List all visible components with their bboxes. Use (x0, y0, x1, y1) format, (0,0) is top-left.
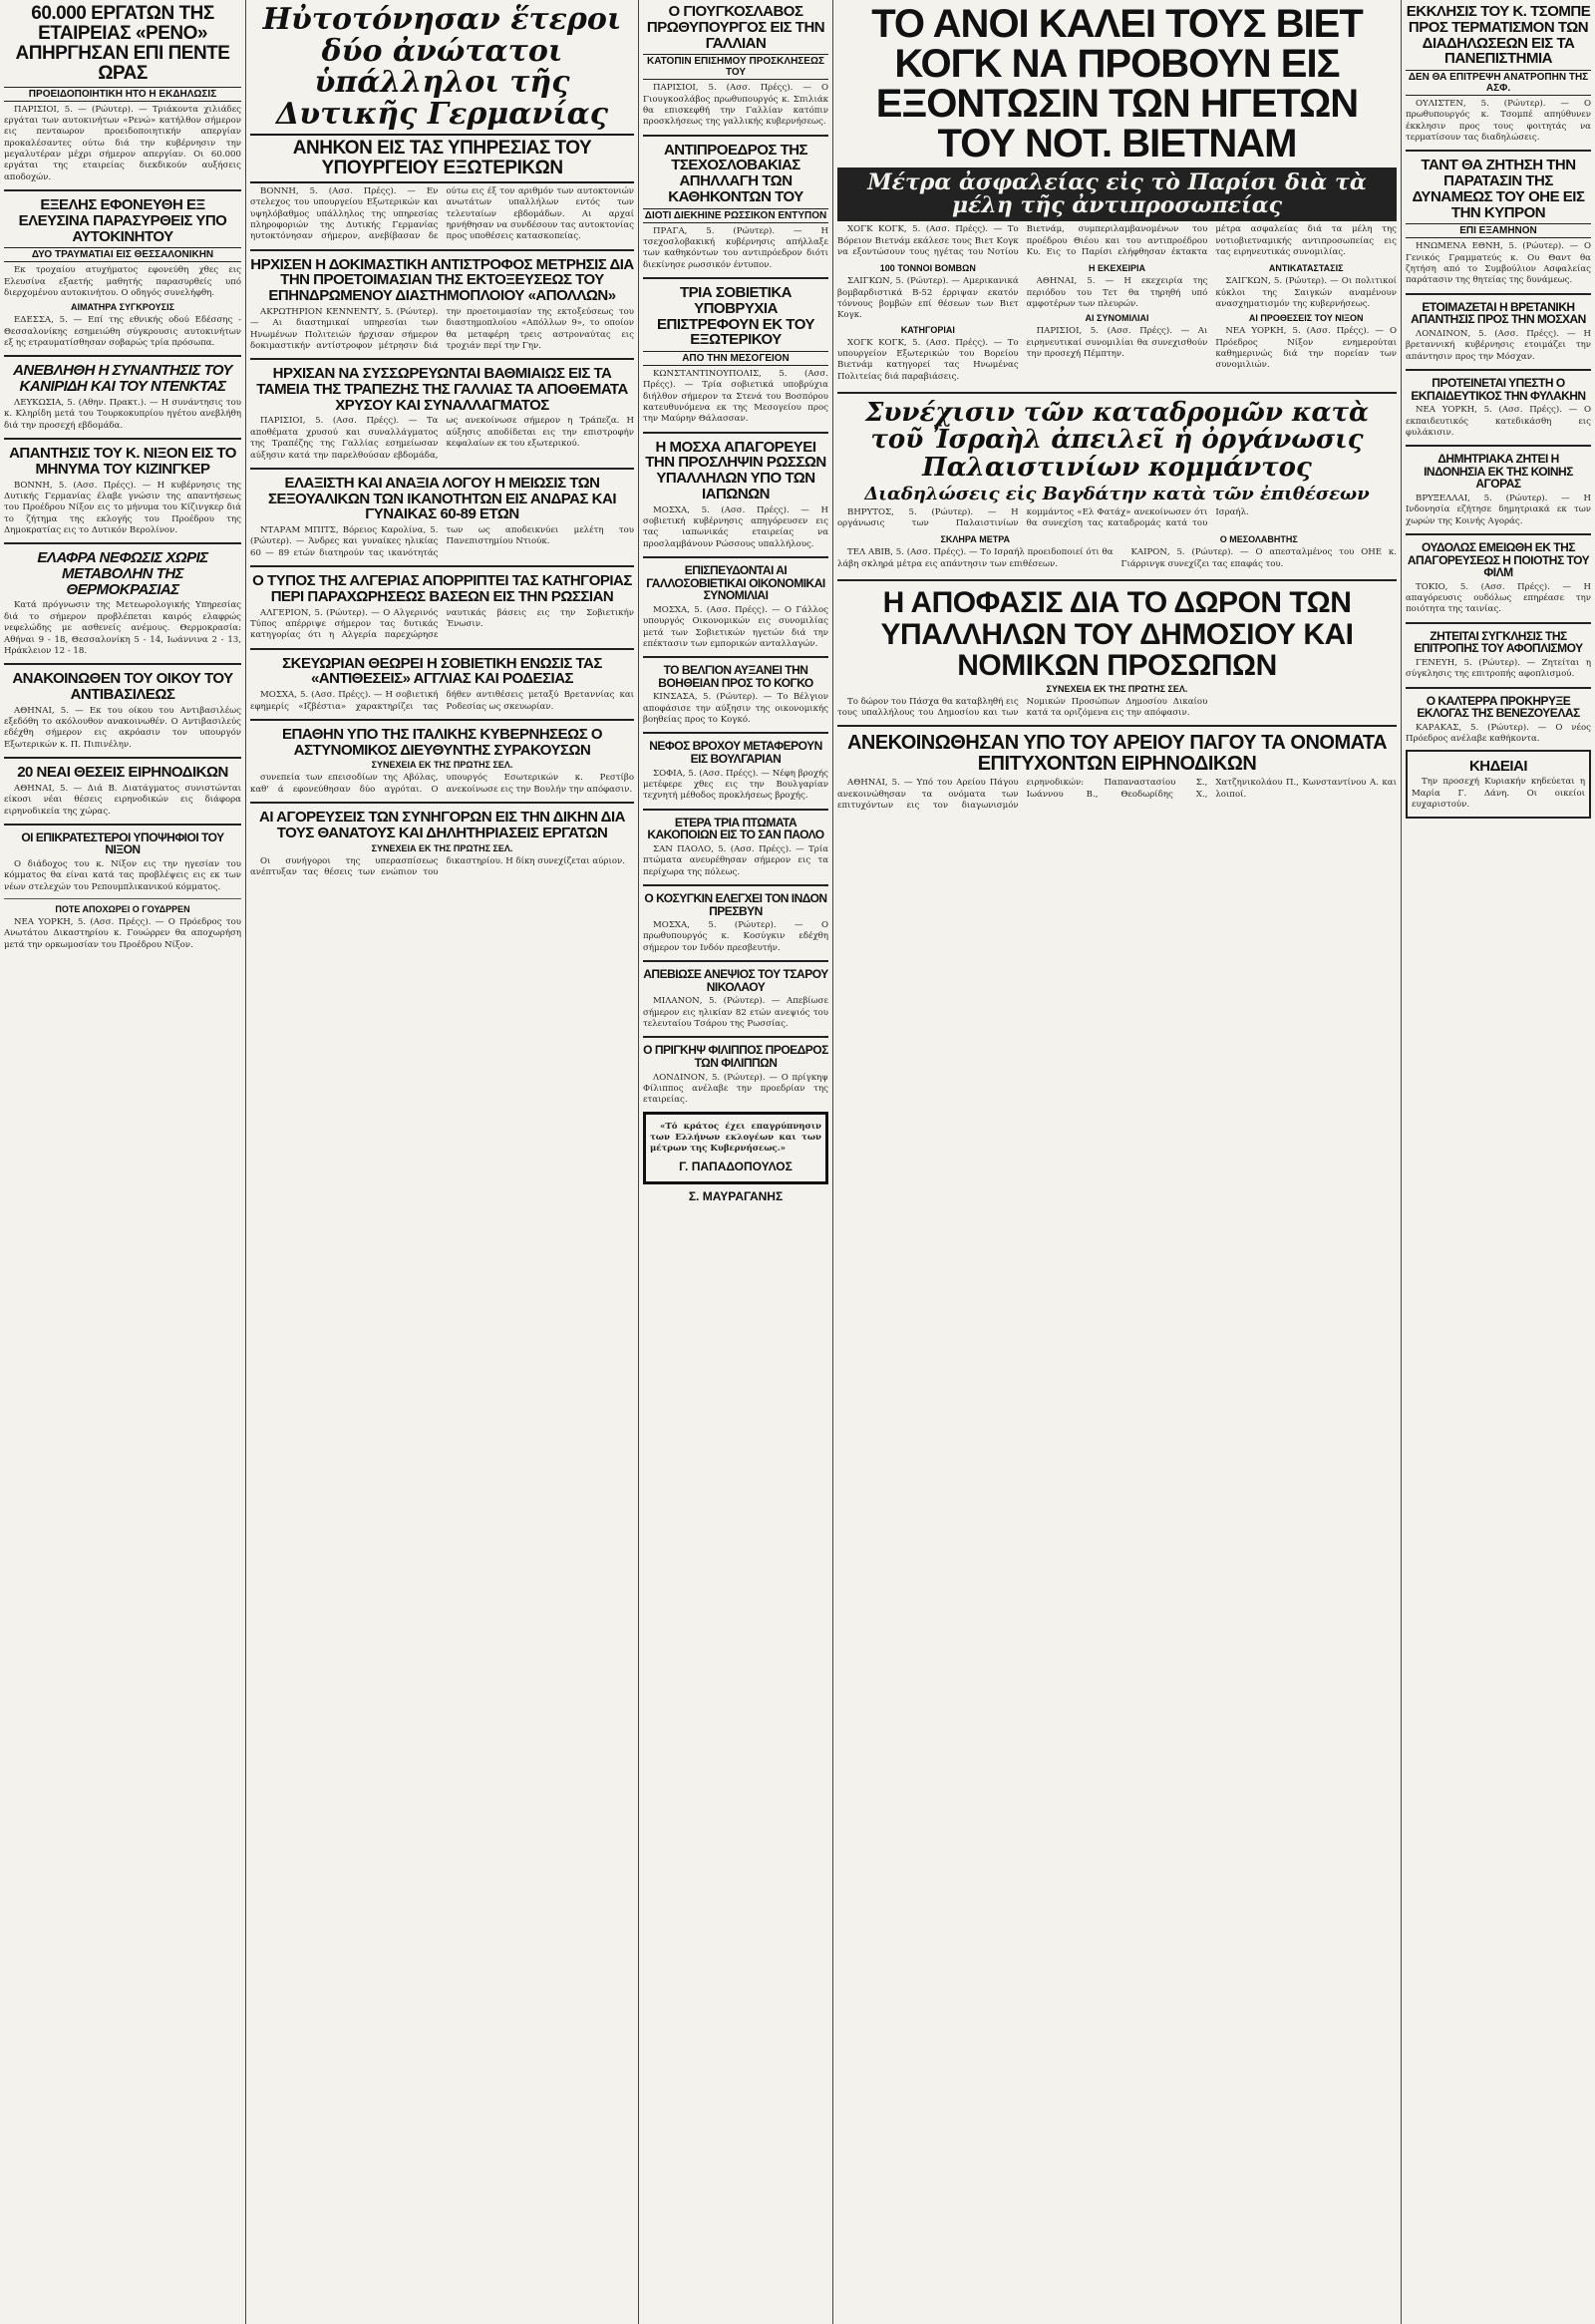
headline: ΑΝΕΚΟΙΝΩΘΗΣΑΝ ΥΠΟ ΤΟΥ ΑΡΕΙΟΥ ΠΑΓΟΥ ΤΑ ΟΝΟΜΑΤΑ ΕΠΙΤΥΧΟΝΤΩΝ ΕΙΡΗΝΟΔΙΚΩΝ (846, 732, 1388, 776)
headline: ΑΙ ΠΡΟΘΕΣΕΙΣ ΤΟΥ ΝΙΞΟΝ (1248, 313, 1364, 324)
story-column (1027, 261, 1208, 386)
divider (643, 960, 828, 962)
headline: ΑΙΜΑΤΗΡΑ ΣΥΓΚΡΟΥΣΙΣ (71, 302, 174, 313)
headline: ΕΠΑΘΗΝ ΥΠΟ ΤΗΣ ΙΤΑΛΙΚΗΣ ΚΥΒΕΡΝΗΣΕΩΣ Ο ΑΣΤΥΝΟΜΙΚΟΣ ΔΙΕΥΘΥΝΤΗΣ ΣΥΡΑΚΟΥΣΩΝ (281, 725, 603, 759)
headline: 60.000 ΕΡΓΑΤΩΝ ΤΗΣ ΕΤΑΙΡΕΙΑΣ «ΡΕΝΟ» ΑΠΗΡΓΗΣΑΝ ΕΠΙ ΠΕΝΤΕ ΩΡΑΣ (15, 3, 230, 84)
article-body: Κατά πρόγνωσιν της Μετεωρολογικής Υπηρεσίας διά το σήμερον προβλέπεται καιρός ελαφρώς νεφελώδης με ασθενείς ανέμους. Θερμοκρασία: Αθήναι 9 - 18, Θεσσαλονίκη 5 - 14, Ιωάννινα 2 - 13, Ηράκλειον 12 - 18. (4, 600, 241, 656)
headline: Ηὐτοτόνησαν ἕτεροι δύο ἀνώτατοι ὑπάλληλοι τῆς Δυτικῆς Γερμανίας (262, 2, 622, 132)
headline: ΑΝΤΙΠΡΟΕΔΡΟΣ ΤΗΣ ΤΣΕΧΟΣΛΟΒΑΚΙΑΣ ΑΠΗΛΛΑΓΗ ΤΩΝ ΚΑΘΗΚΟΝΤΩΝ ΤΟΥ (663, 141, 808, 205)
subheadline: ΑΝΗΚΟΝ ΕΙΣ ΤΑΣ ΥΠΗΡΕΣΙΑΣ ΤΟΥ ΥΠΟΥΡΓΕΙΟΥ ΕΞΩΤΕΡΙΚΩΝ (250, 134, 634, 183)
divider (837, 579, 1397, 581)
divider (643, 732, 828, 734)
obituaries-body: Την προσεχή Κυριακήν κηδεύεται η Μαρία Γ. Δάνη. Οι οικείοι ευχαριστούν. (1412, 777, 1585, 810)
story-column (837, 532, 1114, 573)
notice-text: «Τό κράτος έχει επαγρύπνησιν των Ελλήνων εκλογέων και των μέτρων της Κυβερνήσεως.» (650, 1121, 821, 1155)
subheadline: ΔΙΟΤΙ ΔΙΕΚΗΙΝΕ ΡΩΣΣΙΚΟΝ ΕΝΤΥΠΟΝ (644, 209, 827, 221)
article-body: ΝΕΑ ΥΟΡΚΗ, 5. (Ασσ. Πρέςς). — Ο Πρόεδρος του Ανωτάτου Δικαστηρίου κ. Γουώρρεν θα αποχωρήση μετά την ορκωμοσίαν του Προέδρου Νίξον. (4, 917, 241, 950)
divider (250, 468, 634, 470)
divider (4, 189, 241, 191)
divider (643, 884, 828, 886)
headline: ΑΙ ΣΥΝΟΜΙΛΙΑΙ (1085, 313, 1149, 324)
divider (643, 809, 828, 811)
divider (643, 135, 828, 137)
article-body: ΕΔΕΣΣΑ, 5. — Επί της εθνικής οδού Εδέσσης - Θεσσαλονίκης εσημειώθη σύγκρουσις αυτοκινήτων εξ ης ετραυματίσθησαν σοβαρώς τρία πρόσωπα. (4, 315, 241, 349)
headline: ΠΡΟΤΕΙΝΕΤΑΙ ΥΠΕΣΤΗ Ο ΕΚΠΑΙΔΕΥΤΙΚΟΣ ΤΗΝ ΦΥΛΑΚΗΝ (1411, 375, 1586, 403)
column-3 (639, 0, 832, 2324)
column-4 (833, 0, 1401, 2324)
divider (1406, 533, 1591, 535)
subheadline: ΑΠΟ ΤΗΝ ΜΕΣΟΓΕΙΟΝ (643, 351, 828, 366)
divider (4, 663, 241, 665)
article-body: ΟΥΛΙΣΤΕΝ, 5. (Ρώυτερ). — Ο πρωθυπουργός κ. Τσομπέ απηύθυνεν έκκλησιν προς τους φοιτητάς να τερματίσουν τας διαδηλώσεις. (1406, 99, 1591, 144)
headline: ΚΑΤΗΓΟΡΙΑΙ (900, 324, 955, 335)
article-body: ΤΕΛ ΑΒΙΒ, 5. (Ασσ. Πρέςς). — Το Ισραήλ προειδοποιεί ότι θα λάβη σκληρά μέτρα εις απάντησιν των επιθέσεων. (837, 547, 1114, 569)
headline: ΗΡΧΙΣΕΝ Η ΔΟΚΙΜΑΣΤΙΚΗ ΑΝΤΙΣΤΡΟΦΟΣ ΜΕΤΡΗΣΙΣ ΔΙΑ ΤΗΝ ΠΡΟΕΤΟΙΜΑΣΙΑΝ ΤΗΣ ΕΚΤΟΞΕΥΣΕΩΣ ΤΟΥ ΕΠΗΝΔΡΩΜΕΝΟΥ ΔΙΑΣΤΗΜΟΠΛΟΙΟΥ «ΑΠΟΛΛΩΝ» (250, 255, 634, 305)
divider (1406, 293, 1591, 295)
subheadline: Διαδηλώσεις εἰς Βαγδάτην κατὰ τῶν ἐπιθέσεων (864, 483, 1370, 504)
headline: ΟΥΔΟΛΩΣ ΕΜΕΙΩΘΗ ΕΚ ΤΗΣ ΑΠΑΓΟΡΕΥΣΕΩΣ Η ΠΟΙΟΤΗΣ ΤΟΥ ΦΙΛΜ (1407, 540, 1590, 580)
article-body: ΣΑΙΓΚΩΝ, 5. (Ρώυτερ). — Οι πολιτικοί κύκλοι της Σαιγκών αναμένουν ανασχηματισμόν της κυβερνήσεως. (1215, 276, 1398, 309)
subheadline: ΠΡΟΕΙΔΟΠΟΙΗΤΙΚΗ ΗΤΟ Η ΕΚΔΗΛΩΣΙΣ (4, 87, 241, 102)
article-body: ΑΘΗΝΑΙ, 5. — Εκ του οίκου του Αντιβασιλέως εξεδόθη το ακόλουθον ανακοινωθέν. Ο Αντιβασιλεύς εδέχθη σήμερον εις ακρόασιν τον υπουργόν Εξωτερικών κ. Π. Πιπινέλην. (4, 705, 241, 750)
story-column (1121, 532, 1398, 573)
divider (4, 438, 241, 440)
article-body: ΒΗΡΥΤΟΣ, 5. (Ρώυτερ). — Η οργάνωσις των Παλαιστινίων κομμάντος «Ελ Φατάχ» ανεκοίνωσεν ότι θα συνεχίση τας καταδρομάς κατά του Ισραήλ. (837, 506, 1249, 529)
article-body: ΑΘΗΝΑΙ, 5. — Διά Β. Διατάγματος συνιστώνται είκοσι νέαι θέσεις ειρηνοδικών εις διάφορα ειρηνοδικεία της χώρας. (4, 783, 241, 817)
divider (250, 358, 634, 360)
column-2 (246, 0, 638, 2324)
divider (643, 1036, 828, 1038)
divider (250, 719, 634, 721)
headline: ΕΠΙΣΠΕΥΔΟΝΤΑΙ ΑΙ ΓΑΛΛΟΣΟΒΙΕΤΙΚΑΙ ΟΙΚΟΝΟΜΙΚΑΙ ΣΥΝΟΜΙΛΙΑΙ (646, 563, 825, 603)
article-body: ΤΟΚΙΟ, 5. (Ασσ. Πρέςς). — Η απαγόρευσις ουδόλως επηρέασε την ποιότητα της ταινίας. (1406, 581, 1591, 615)
article-body: ΓΕΝΕΥΗ, 5. (Ρώυτερ). — Ζητείται η σύγκλησις της επιτροπής αφοπλισμού. (1406, 658, 1591, 680)
obituaries-title: ΚΗΔΕΙΑΙ (1468, 757, 1528, 775)
divider (4, 542, 241, 544)
headline: ΣΚΕΥΩΡΙΑΝ ΘΕΩΡΕΙ Η ΣΟΒΙΕΤΙΚΗ ΕΝΩΣΙΣ ΤΑΣ «ΑΝΤΙΘΕΣΕΙΣ» ΑΓΓΛΙΑΣ ΚΑΙ ΡΟΔΕΣΙΑΣ (282, 654, 602, 688)
article-body: ΠΑΡΙΣΙΟΙ, 5. — (Ρώυτερ). — Τριάκοντα χιλιάδες εργάται των αυτοκινήτων «Ρενώ» κατήλθον σήμερον εις πενταωρον προειδοποιητικήν απεργίαν προκαλέσαντες ούτω διά την κυβέρνησιν την μεγαλυτέραν μέχρι σήμερον απεργίαν. Οι 60.000 εργάται της εταιρείας διεκδικούν αυξήσεις αποδοχών. (4, 104, 241, 182)
article-body: ΑΛΓΕΡΙΟΝ, 5. (Ρώυτερ). — Ο Αλγερινός Τύπος απέρριψε σήμερον τας δυτικάς κατηγορίας ότι η Αλγερία παρεχώρησε ναυτικάς βάσεις εις την Σοβιετικήν Ένωσιν. (250, 607, 634, 641)
article-body: ΧΟΓΚ ΚΟΓΚ, 5. (Ασσ. Πρέςς). — Το Βόρειον Βιετνάμ εκάλεσε τους Βιετ Κογκ να εξοντώσουν τους ηγέτας του Νοτίου Βιετνάμ, συμπεριλαμβανομένων του προέδρου Θιέου και του αντιπροέδρου Κυ. Εις το Παρίσι ελήφθησαν έκτακτα μέτρα ασφαλείας διά τα μέλη της νοτιοβιετναμικής αντιπροσωπείας εις τας ειρηνευτικάς συνομιλίας. (837, 224, 1397, 257)
divider (1406, 622, 1591, 624)
divider (4, 898, 241, 899)
divider (1406, 150, 1591, 152)
author-signature: Σ. ΜΑΥΡΑΓΑΝΗΣ (688, 1188, 784, 1203)
article-body: ΣΟΦΙΑ, 5. (Ασσ. Πρέςς). — Νέφη βροχής μετέφερε χθες εις την Βουλγαρίαν τεχνητή μέθοδος προκλήσεως βροχής. (643, 768, 828, 802)
article-body: ΝΕΑ ΥΟΡΚΗ, 5. (Ασσ. Πρέςς). — Ο εκπαιδευτικός κατεδικάσθη εις φυλάκισιν. (1406, 405, 1591, 438)
subheadline: ΔΕΝ ΘΑ ΕΠΙΤΡΕΨΗ ΑΝΑΤΡΟΠΗΝ ΤΗΣ ΑΣΦ. (1406, 70, 1591, 96)
story-grid (837, 261, 1397, 386)
article-body: ΚΩΝΣΤΑΝΤΙΝΟΥΠΟΛΙΣ, 5. (Ασσ. Πρέςς). — Τρία σοβιετικά υποβρύχια διήλθον σήμερον τα Στενά του Βοσπόρου κατευθυνόμενα εκ της Μεσογείου προς την Μαύρην Θάλασσαν. (643, 369, 828, 425)
article-body: ΜΟΣΧΑ, 5. (Ασσ. Πρέςς). — Ο Γάλλος υπουργός Οικονομικών εις συνομιλίας μετά των Σοβιετικών ηγετών διά την επέκτασιν των εμπορικών ανταλλαγών. (643, 604, 828, 649)
headline: Ο ΚΟΣΥΓΚΙΝ ΕΛΕΓΧΕΙ ΤΟΝ ΙΝΔΟΝ ΠΡΕΣΒΥΝ (644, 890, 827, 918)
article-body: ΧΟΓΚ ΚΟΓΚ, 5. (Ασσ. Πρέςς). — Το υπουργείον Εξωτερικών του Βορείου Βιετνάμ κατηγορεί τας Ηνωμένας Πολιτείας διά παραβιάσεις. (837, 337, 1019, 382)
article-body: ΚΑΡΑΚΑΣ, 5. (Ρώυτερ). — Ο νέος Πρόεδρος ανέλαβε καθήκοντα. (1406, 722, 1591, 745)
divider (837, 392, 1397, 394)
divider (643, 432, 828, 434)
headline: ΝΕΦΟΣ ΒΡΟΧΟΥ ΜΕΤΑΦΕΡΟΥΝ ΕΙΣ ΒΟΥΛΓΑΡΙΑΝ (649, 739, 822, 767)
headline: ΑΝΕΒΛΗΘΗ Η ΣΥΝΑΝΤΗΣΙΣ ΤΟΥ ΚΑΝΙΡΙΔΗ ΚΑΙ ΤΟΥ ΝΤΕΝΚΤΑΣ (13, 362, 232, 396)
article-body: ΛΕΥΚΩΣΙΑ, 5. (Αθην. Πρακτ.). — Η συνάντησις του κ. Κληρίδη μετά του Τουρκοκυπρίου ηγέτου ανεβλήθη διά την προσεχή εβδομάδα. (4, 397, 241, 431)
article-body: ΗΝΩΜΕΝΑ ΕΘΝΗ, 5. (Ρώυτερ). — Ο Γενικός Γραμματεύς κ. Ου Θαντ θα ζητήση από το Συμβούλιον Ασφαλείας παράτασιν της θητείας της δυνάμεως. (1406, 241, 1591, 286)
divider (250, 565, 634, 567)
headline: ΠΟΤΕ ΑΠΟΧΩΡΕΙ Ο ΓΟΥΔΡΡΕΝ (55, 904, 190, 915)
article-body: ΜΟΣΧΑ, 5. (Ασσ. Πρέςς). — Η σοβιετική κυβέρνησις απηγόρευσεν εις τας ιαπωνικάς εταιρείας να προσλαμβάνουν Ρώσσους υπαλλήλους. (643, 504, 828, 549)
headline: ΣΚΛΗΡΑ ΜΕΤΡΑ (940, 534, 1011, 545)
divider (1406, 369, 1591, 371)
article-body: ΠΡΑΓΑ, 5. (Ρώυτερ). — Η τσεχοσλοβακική κυβέρνησις απήλλαξε των καθηκόντων του αντιπρόεδρον διότι διεκίνησε ρωσσικόν έντυπον. (643, 225, 828, 270)
headline: Ο ΚΑΛΤΕΡΡΑ ΠΡΟΚΗΡΥΞΕ ΕΚΛΟΓΑΣ ΤΗΣ ΒΕΝΕΖΟΥΕΛΑΣ (1417, 693, 1580, 721)
headline: ΗΡΧΙΣΑΝ ΝΑ ΣΥΣΣΩΡΕΥΩΝΤΑΙ ΒΑΘΜΙΑΙΩΣ ΕΙΣ ΤΑ ΤΑΜΕΙΑ ΤΗΣ ΤΡΑΠΕΖΗΣ ΤΗΣ ΓΑΛΛΙΑΣ ΤΑ ΑΠΟΘΕΜΑΤΑ ΧΡΥΣΟΥ ΚΑΙ ΣΥΝΑΛΛΑΓΜΑΤΟΣ (256, 365, 628, 414)
headline: Η ΕΚΕΧΕΙΡΙΑ (1089, 263, 1146, 274)
story-column (1215, 261, 1397, 386)
divider (643, 556, 828, 558)
notice-signature: Γ. ΠΑΠΑΔΟΠΟΥΛΟΣ (679, 1159, 793, 1173)
article-body: ΑΚΡΩΤΗΡΙΟΝ ΚΕΝΝΕΝΤΥ, 5. (Ρώυτερ). — Αι διαστημικαί υπηρεσίαι των Ηνωμένων Πολιτειών ήρχισαν σήμερον δοκιμαστικήν αντίστροφον μέτρησιν διά την προετοιμασίαν της εκτοξεύσεως του διαστημοπλοίου «Απόλλων 9», το οποίον θα μεταφέρη τρεις αστροναύτας εις τροχιάν περί την Γην. (250, 306, 634, 351)
headline: ΤΡΙΑ ΣΟΒΙΕΤΙΚΑ ΥΠΟΒΡΥΧΙΑ ΕΠΙΣΤΡΕΦΟΥΝ ΕΚ ΤΟΥ ΕΞΩΤΕΡΙΚΟΥ (657, 284, 814, 349)
headline: ΑΠΕΒΙΩΣΕ ΑΝΕΨΙΟΣ ΤΟΥ ΤΣΑΡΟΥ ΝΙΚΟΛΑΟΥ (643, 967, 828, 994)
headline: ΕΚΚΛΗΣΙΣ ΤΟΥ Κ. ΤΣΟΜΠΕ ΠΡΟΣ ΤΕΡΜΑΤΙΣΜΟΝ ΤΩΝ ΔΙΑΔΗΛΩΣΕΩΝ ΕΙΣ ΤΑ ΠΑΝΕΠΙΣΤΗΜΙΑ (1406, 3, 1591, 68)
continuation-label: ΣΥΝΕΧΕΙΑ ΕΚ ΤΗΣ ΠΡΩΤΗΣ ΣΕΛ. (1046, 683, 1188, 694)
main-headline: ΤΟ ΑΝΟΙ ΚΑΛΕΙ ΤΟΥΣ ΒΙΕΤ ΚΟΓΚ ΝΑ ΠΡΟΒΟΥΝ ΕΙΣ ΕΞΟΝΤΩΣΙΝ ΤΩΝ ΗΓΕΤΩΝ ΤΟΥ ΝΟΤ. ΒΙΕΤΝΑΜ (871, 2, 1363, 166)
article-body: ΠΑΡΙΣΙΟΙ, 5. (Ασσ. Πρέςς). — Ο Γιουγκοσλάβος πρωθυπουργός κ. Σπιλιάκ θα επισκεφθή την Γαλλίαν κατόπιν προσκλήσεως της γαλλικής κυβερνήσεως. (643, 83, 828, 128)
notice-box (643, 1112, 828, 1184)
headline: Ο ΓΙΟΥΓΚΟΣΛΑΒΟΣ ΠΡΩΘΥΠΟΥΡΓΟΣ ΕΙΣ ΤΗΝ ΓΑΛΛΙΑΝ (646, 3, 825, 52)
article-body: ΛΟΝΔΙΝΟΝ, 5. (Ασσ. Πρέςς). — Η βρεταννική κυβέρνησις ετοιμάζει την απάντησιν προς την Μόσχαν. (1406, 328, 1591, 362)
article-body: Το δώρον του Πάσχα θα καταβληθή εις τους υπαλλήλους του Δημοσίου και των Νομικών Προσώπων Δημοσίου Δικαίου κατά τα οριζόμενα εις την απόφασιν. (837, 696, 1208, 718)
headline: 20 ΝΕΑΙ ΘΕΣΕΙΣ ΕΙΡΗΝΟΔΙΚΩΝ (17, 764, 228, 782)
headline: ΖΗΤΕΙΤΑΙ ΣΥΓΚΛΗΣΙΣ ΤΗΣ ΕΠΙΤΡΟΠΗΣ ΤΟΥ ΑΦΟΠΛΙΣΜΟΥ (1414, 628, 1583, 656)
article-body: ΜΟΣΧΑ, 5. (Ρώυτερ). — Ο πρωθυπουργός κ. Κοσύγκιν εδέχθη σήμερον τον Ινδόν πρεσβευτήν. (643, 920, 828, 953)
subheadline: ΔΥΟ ΤΡΑΥΜΑΤΙΑΙ ΕΙΣ ΘΕΣΣΑΛΟΝΙΚΗΝ (4, 247, 241, 262)
headline: ΟΙ ΕΠΙΚΡΑΤΕΣΤΕΡΟΙ ΥΠΟΨΗΦΙΟΙ ΤΟΥ ΝΙΞΟΝ (21, 830, 224, 857)
headline: ΕΛΑΦΡΑ ΝΕΦΩΣΙΣ ΧΩΡΙΣ ΜΕΤΑΒΟΛΗΝ ΤΗΣ ΘΕΡΜΟΚΡΑΣΙΑΣ (37, 549, 208, 598)
divider (643, 656, 828, 658)
story-column (837, 261, 1019, 386)
headline: ΤΟ ΒΕΛΓΙΟΝ ΑΥΞΑΝΕΙ ΤΗΝ ΒΟΗΘΕΙΑΝ ΠΡΟΣ ΤΟ ΚΟΓΚΟ (658, 663, 813, 690)
headline: ΔΗΜΗΤΡΙΑΚΑ ΖΗΤΕΙ Η ΙΝΔΟΝΗΣΙΑ ΕΚ ΤΗΣ ΚΟΙΝΗΣ ΑΓΟΡΑΣ (1424, 452, 1573, 492)
article-body: ΑΘΗΝΑΙ, 5. — Υπό του Αρείου Πάγου ανεκοινώθησαν τα ονόματα των επιτυχόντων εις τον διαγωνισμόν ειρηνοδικών: Παπαναστασίου Σ., Ιωάννου Β., Θεοδωρίδης Χ., Χατζηνικολάου Π., Κωνσταντίνου Α. και λοιποί. (837, 778, 1397, 811)
headline: ΕΤΕΡΑ ΤΡΙΑ ΠΤΩΜΑΤΑ ΚΑΚΟΠΟΙΩΝ ΕΙΣ ΤΟ ΣΑΝ ΠΑΟΛΟ (647, 815, 824, 842)
divider (250, 802, 634, 804)
continuation-label: ΣΥΝΕΧΕΙΑ ΕΚ ΤΗΣ ΠΡΩΤΗΣ ΣΕΛ. (371, 760, 513, 771)
divider (250, 249, 634, 251)
divider (837, 725, 1397, 727)
article-body: ΜΙΛΑΝΟΝ, 5. (Ρώυτερ). — Απεβίωσε σήμερον εις ηλικίαν 82 ετών ανεψιός του τελευταίου Τσάρου της Ρωσσίας. (643, 996, 828, 1029)
article-body: ΠΑΡΙΣΙΟΙ, 5. (Ασσ. Πρέςς). — Αι ειρηνευτικαί συνομιλίαι θα συνεχισθούν την προσεχή Πέμπτην. (1026, 326, 1208, 359)
article-body: ΝΤΑΡΑΜ ΜΠΙΤΣ, Βόρειος Καρολίνα, 5. (Ρώυτερ). — Άνδρες και γυναίκες ηλικίας 60 — 89 ετών διατηρούν τας ικανότητάς των ως αποδεικνύει μελέτη του Πανεπιστημίου Ντιούκ. (250, 525, 634, 558)
headline: ΕΤΟΙΜΑΖΕΤΑΙ Η ΒΡΕΤΑΝΙΚΗ ΑΠΑΝΤΗΣΙΣ ΠΡΟΣ ΤΗΝ ΜΟΣΧΑΝ (1411, 299, 1586, 327)
article-body: Εκ τροχαίου ατυχήματος εφονεύθη χθες εις Ελευσίνα εξαετής μαθητής παρασυρθείς υπό διερχομένου αυτοκινήτου. Ο οδηγός συνελήφθη. (4, 265, 241, 299)
article-body: ΠΑΡΙΣΙΟΙ, 5. (Ασσ. Πρέςς). — Τα αποθέματα χρυσού και συναλλάγματος της Τραπέζης της Γαλλίας εσημείωσαν αύξησιν κατά την παρελθούσαν εβδομάδα, ως ανεκοίνωσε σήμερον η Τράπεζα. Η αύξησις αποδίδεται εις την επιστροφήν κεφαλαίων εκ του εξωτερικού. (250, 416, 634, 461)
obituaries-box (1406, 750, 1591, 820)
divider (4, 355, 241, 357)
divider (4, 824, 241, 826)
headline: ΕΞΕΛΗΣ ΕΦΟΝΕΥΘΗ ΕΞ ΕΛΕΥΣΙΝΑ ΠΑΡΑΣΥΡΘΕΙΣ ΥΠΟ ΑΥΤΟΚΙΝΗΤΟΥ (18, 196, 227, 245)
column-1 (0, 0, 245, 2324)
divider (1406, 687, 1591, 689)
article-body: ΒΟΝΝΗ, 5. (Ασσ. Πρέςς). — Η κυβέρνησις της Δυτικής Γερμανίας έλαβε γνώσιν της απαντήσεως του Προέδρου Νίξον εις το μήνυμα του Κίζινγκερ διά το ζήτημα της εκλογής του Προέδρου της Δημοκρατίας εις το Δυτικόν Βερολίνον. (4, 480, 241, 535)
headline: ΤΑΝΤ ΘΑ ΖΗΤΗΣΗ ΤΗΝ ΠΑΡΑΤΑΣΙΝ ΤΗΣ ΔΥΝΑΜΕΩΣ ΤΟΥ ΟΗΕ ΕΙΣ ΤΗΝ ΚΥΠΡΟΝ (1412, 157, 1585, 221)
article-body: ΚΙΝΣΑΣΑ, 5. (Ρώυτερ). — Το Βέλγιον αποφάσισε την αύξησιν της οικονομικής βοηθείας προς το Κογκό. (643, 692, 828, 726)
headline: Συνέχισιν τῶν καταδρομῶν κατὰ τοῦ Ἰσραὴλ ἀπειλεῖ ἡ ὀργάνωσις Παλαιστινίων κομμάντος (865, 397, 1369, 483)
headline: ΕΛΑΞΙΣΤΗ ΚΑΙ ΑΝΑΞΙΑ ΛΟΓΟΥ Η ΜΕΙΩΣΙΣ ΤΩΝ ΣΕΞΟΥΑΛΙΚΩΝ ΤΩΝ ΙΚΑΝΟΤΗΤΩΝ ΕΙΣ ΑΝΔΡΑΣ ΚΑΙ ΓΥΝΑΙΚΑΣ 60-89 ΕΤΩΝ (267, 474, 617, 523)
article-body: ΝΕΑ ΥΟΡΚΗ, 5. (Ασσ. Πρέςς). — Ο Πρόεδρος Νίξον ενημερούται καθημερινώς διά την πορείαν των συνομιλιών. (1215, 326, 1398, 371)
column-5 (1402, 0, 1595, 2324)
headline: Ο ΤΥΠΟΣ ΤΗΣ ΑΛΓΕΡΙΑΣ ΑΠΟΡΡΙΠΤΕΙ ΤΑΣ ΚΑΤΗΓΟΡΙΑΣ ΠΕΡΙ ΠΑΡΑΧΩΡΗΣΕΩΣ ΒΑΣΕΩΝ ΕΙΣ ΤΗΝ ΡΩΣΣΙΑΝ (252, 572, 632, 605)
continuation-label: ΣΥΝΕΧΕΙΑ ΕΚ ΤΗΣ ΠΡΩΤΗΣ ΣΕΛ. (371, 842, 513, 853)
divider (250, 648, 634, 650)
article-body: ΒΟΝΝΗ, 5. (Ασσ. Πρέςς). — Εν στελεχος του υπουργείου Εξωτερικών και υψηλόβαθμος υπάλληλος της υπηρεσίας πληροφοριών της Δυτικής Γερμανίας ηυτοκτόνησαν σήμερον, ανεβίβασαν δε ούτω εις έξ τον αριθμόν των αυτοκτονιών ανωτάτων υπαλλήλων εντός των τελευταίων εβδομάδων. Αι αρχαί ηρνήθησαν να συνδέσουν τας αυτοκτονίας προς υποθέσεις κατασκοπείας. (250, 185, 634, 242)
headline: Ο ΠΡΙΓΚΗΨ ΦΙΛΙΠΠΟΣ ΠΡΟΕΔΡΟΣ ΤΩΝ ΦΙΛΙΠΠΩΝ (643, 1043, 828, 1070)
divider (4, 757, 241, 759)
headline: Η ΜΟΣΧΑ ΑΠΑΓΟΡΕΥΕΙ ΤΗΝ ΠΡΟΣΛΗΨΙΝ ΡΩΣΣΩΝ ΥΠΑΛΛΗΛΩΝ ΥΠΟ ΤΩΝ ΙΑΠΩΝΩΝ (645, 438, 826, 502)
divider (643, 277, 828, 279)
headline: ΑΝΤΙΚΑΤΑΣΤΑΣΙΣ (1268, 263, 1344, 274)
article-body: ΣΑΝ ΠΑΟΛΟ, 5. (Ασσ. Πρέςς). — Τρία πτώματα ανευρέθησαν σήμερον εις τα περίχωρα της πόλεως. (643, 843, 828, 877)
main-subheadline: Μέτρα ἀσφαλείας εἰς τὸ Παρίσι διὰ τὰ μέλη τῆς ἀντιπροσωπείας (837, 167, 1397, 221)
subheadline: ΕΠΙ ΕΞΑΜΗΝΟΝ (1406, 223, 1591, 238)
article-body: Ο διάδοχος του κ. Νίξον εις την ηγεσίαν του κόμματος θα είναι κατά τας προβλέψεις εις εκ των νέων στελεχών του Ρεπουμπλικανικού κόμματος. (4, 859, 241, 892)
headline: ΑΠΑΝΤΗΣΙΣ ΤΟΥ Κ. ΝΙΞΟΝ ΕΙΣ ΤΟ ΜΗΝΥΜΑ ΤΟΥ ΚΙΖΙΝΓΚΕΡ (9, 445, 236, 478)
article-body: ΜΟΣΧΑ, 5. (Ασσ. Πρέςς). — Η σοβιετική εφημερίς «Ιζβέστια» χαρακτηρίζει τας δήθεν αντιθέσεις μεταξύ Βρεταννίας και Ροδεσίας ως σκευωρίαν. (250, 690, 634, 712)
headline: Ο ΜΕΣΟΛΑΒΗΤΗΣ (1219, 534, 1298, 545)
story-grid (837, 532, 1397, 573)
article-body: ΚΑΙΡΟΝ, 5. (Ρώυτερ). — Ο απεσταλμένος του ΟΗΕ κ. Γιάρρινγκ συνεχίζει τας επαφάς του. (1120, 547, 1397, 569)
divider (1406, 445, 1591, 447)
article-body: ΛΟΝΔΙΝΟΝ, 5. (Ρώυτερ). — Ο πρίγκηψ Φίλιππος ανέλαβε την προεδρίαν της εταιρείας. (643, 1072, 828, 1106)
article-body: συνεπεία των επεισοδίων της Αβόλας, καθ' ά εφονεύθησαν δύο αγρόται. Ο υπουργός Εσωτερικών κ. Ρεστίβο ανεκοίνωσε εις την Βουλήν την απόφασιν. (250, 773, 634, 795)
headline: ΑΙ ΑΓΟΡΕΥΣΕΙΣ ΤΩΝ ΣΥΝΗΓΟΡΩΝ ΕΙΣ ΤΗΝ ΔΙΚΗΝ ΔΙΑ ΤΟΥΣ ΘΑΝΑΤΟΥΣ ΚΑΙ ΔΗΛΗΤΗΡΙΑΣΕΙΣ ΕΡΓΑΤΩΝ (259, 809, 625, 841)
article-body: ΒΡΥΞΕΛΛΑΙ, 5. (Ρώυτερ). — Η Ινδονησία εζήτησε δημητριακά εκ των χωρών της Κοινής Αγοράς. (1406, 493, 1591, 526)
article-body: ΣΑΙΓΚΩΝ, 5. (Ρώυτερ). — Αμερικανικά βομβαρδιστικά Β-52 έρριψαν εκατόν τόννους βομβών επί θέσεων των Βιετ Κογκ. (837, 276, 1019, 321)
headline: 100 ΤΟΝΝΟΙ ΒΟΜΒΩΝ (879, 263, 976, 274)
headline: Η ΑΠΟΦΑΣΙΣ ΔΙΑ ΤΟ ΔΩΡΟΝ ΤΩΝ ΥΠΑΛΛΗΛΩΝ ΤΟΥ ΔΗΜΟΣΙΟΥ ΚΑΙ ΝΟΜΙΚΩΝ ΠΡΟΣΩΠΩΝ (880, 586, 1354, 683)
subheadline: ΚΑΤΟΠΙΝ ΕΠΙΣΗΜΟΥ ΠΡΟΣΚΛΗΣΕΩΣ ΤΟΥ (643, 54, 828, 80)
article-body: ΑΘΗΝΑΙ, 5. — Η εκεχειρία της περιόδου του Τετ θα τηρηθή υπό αμφοτέρων των πλευρών. (1026, 276, 1208, 309)
article-body: Οι συνήγοροι της υπερασπίσεως ανέπτυξαν τας θέσεις των ενώπιον του δικαστηρίου. Η δίκη συνεχίζεται αύριον. (250, 855, 625, 877)
headline: ΑΝΑΚΟΙΝΩΘΕΝ ΤΟΥ ΟΙΚΟΥ ΤΟΥ ΑΝΤΙΒΑΣΙΛΕΩΣ (12, 670, 233, 703)
